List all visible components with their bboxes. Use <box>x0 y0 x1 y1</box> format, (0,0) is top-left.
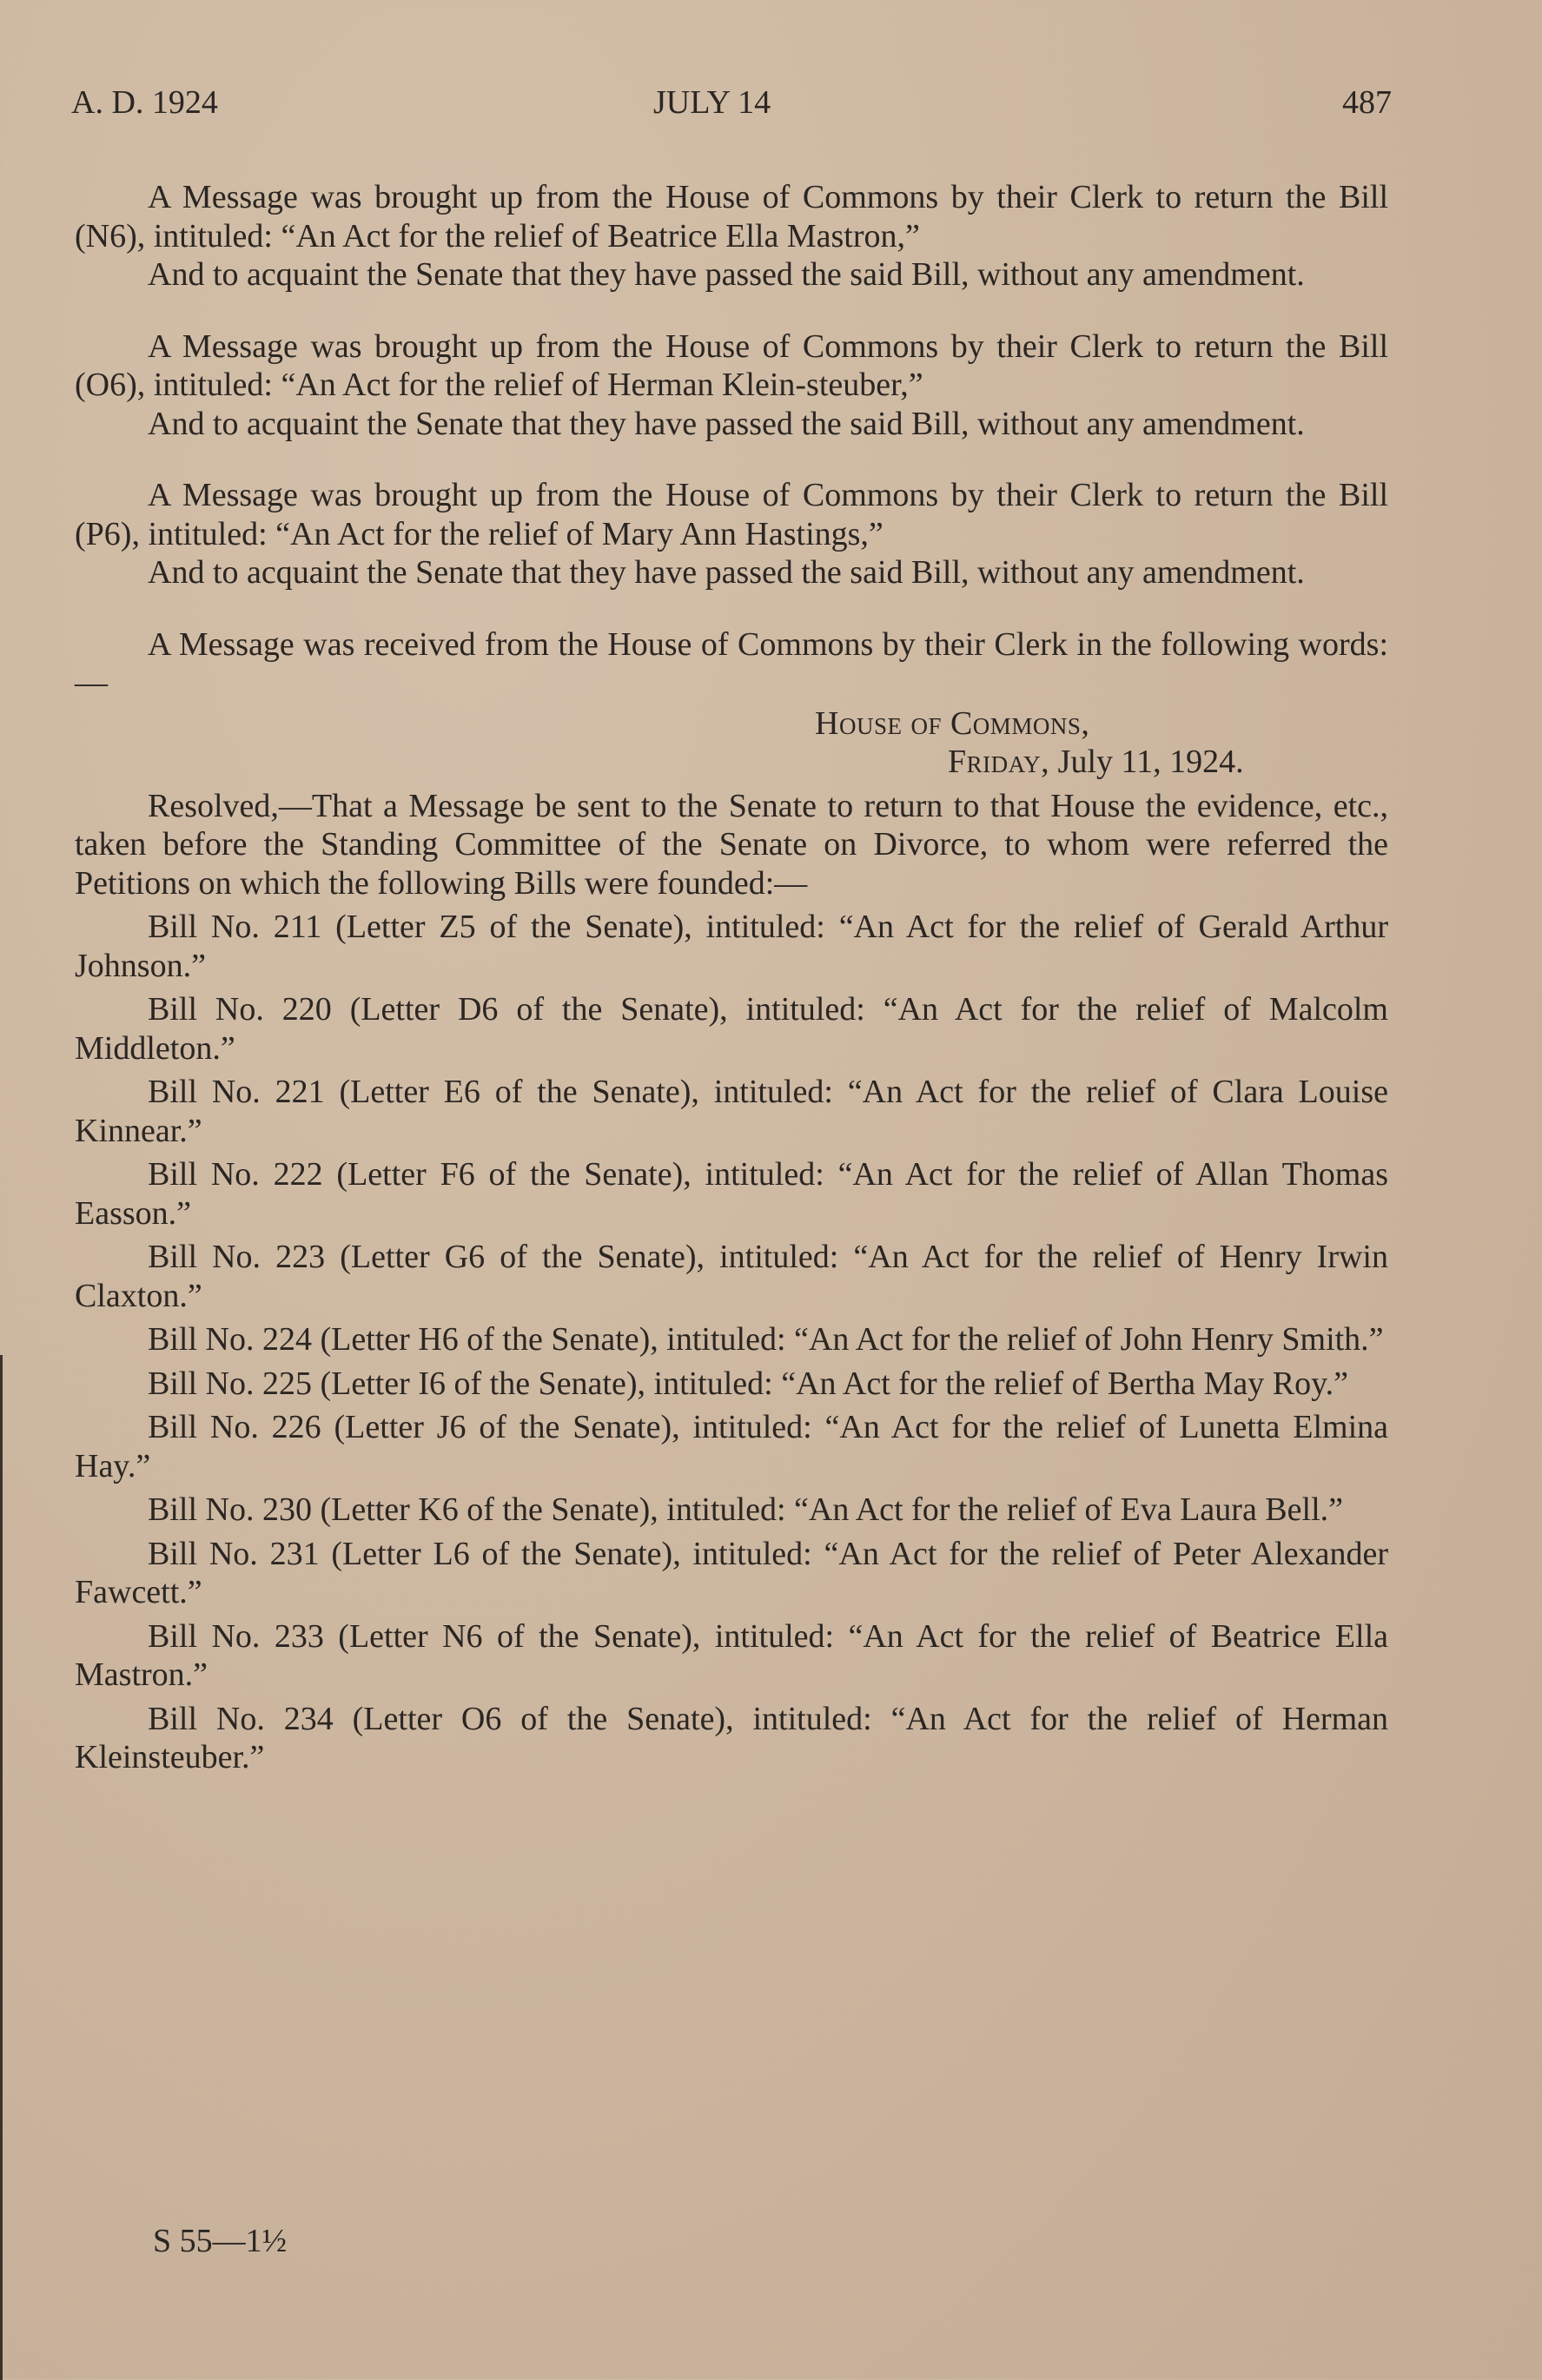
bill-entry: Bill No. 220 (Letter D6 of the Senate), intituled: “An Act for the relief of Malcolm Middleton.” <box>75 991 1388 1067</box>
bill-entry: Bill No. 226 (Letter J6 of the Senate), intituled: “An Act for the relief of Lunetta Elmina Hay.” <box>75 1409 1388 1484</box>
signature-mark: S 55—1½ <box>153 2223 288 2259</box>
message-continuation: And to acquaint the Senate that they have passed the said Bill, without any amendment. <box>148 554 1305 591</box>
bill-entry: Bill No. 224 (Letter H6 of the Senate), intituled: “An Act for the relief of John Henry Smith.” <box>148 1321 1384 1358</box>
message-date-value: July 11, 1924. <box>1057 744 1244 780</box>
received-paragraph: A Message was received from the House of Commons by their Clerk in the following words:— <box>75 625 1388 701</box>
message-block <box>75 178 1388 294</box>
bill-entry: Bill No. 211 (Letter Z5 of the Senate), intituled: “An Act for the relief of Gerald Arthur Johnson.” <box>75 909 1388 984</box>
message-block <box>75 476 1388 592</box>
message-paragraph: A Message was brought up from the House of Commons by their Clerk to return the Bill (N6), intituled: “An Act for the relief of Beatrice Ella Mastron,” <box>75 179 1388 255</box>
message-date <box>75 743 1388 782</box>
bill-entry: Bill No. 223 (Letter G6 of the Senate), intituled: “An Act for the relief of Henry Irwin Claxton.” <box>75 1239 1388 1314</box>
page-body <box>75 178 1388 1782</box>
bill-entry: Bill No. 222 (Letter F6 of the Senate), intituled: “An Act for the relief of Allan Thomas Easson.” <box>75 1156 1388 1232</box>
bill-list <box>75 908 1388 1777</box>
bill-entry: Bill No. 231 (Letter L6 of the Senate), intituled: “An Act for the relief of Peter Alexander Fawcett.” <box>75 1535 1388 1610</box>
running-head <box>71 83 1392 129</box>
date-heading: JULY 14 <box>653 84 771 121</box>
page-number: 487 <box>1342 84 1392 121</box>
message-paragraph: A Message was brought up from the House of Commons by their Clerk to return the Bill (P6), intituled: “An Act for the relief of Mary Ann Hastings,” <box>75 477 1388 552</box>
resolved-paragraph: Resolved,—That a Message be sent to the Senate to return to that House the evidence, etc., taken before the Standing Committee of the Senate on Divorce, to whom were referred the Petitions on which the following Bills were founded:— <box>75 787 1388 902</box>
message-continuation: And to acquaint the Senate that they have passed the said Bill, without any amendment. <box>148 256 1305 293</box>
margin-rule <box>0 1355 3 2380</box>
house-of-commons-heading: House of Commons, <box>815 704 1090 742</box>
received-message <box>75 625 1388 903</box>
bill-entry: Bill No. 234 (Letter O6 of the Senate), intituled: “An Act for the relief of Herman Kleinsteuber.” <box>75 1700 1388 1775</box>
bill-entry: Bill No. 221 (Letter E6 of the Senate), intituled: “An Act for the relief of Clara Louise Kinnear.” <box>75 1074 1388 1149</box>
message-block <box>75 327 1388 444</box>
message-continuation: And to acquaint the Senate that they have passed the said Bill, without any amendment. <box>148 405 1305 442</box>
message-day: Friday, <box>948 744 1050 780</box>
bill-entry: Bill No. 225 (Letter I6 of the Senate), intituled: “An Act for the relief of Bertha May Roy.” <box>148 1365 1349 1402</box>
bill-entry: Bill No. 233 (Letter N6 of the Senate), intituled: “An Act for the relief of Beatrice Ella Mastron.” <box>75 1617 1388 1693</box>
message-paragraph: A Message was brought up from the House of Commons by their Clerk to return the Bill (O6), intituled: “An Act for the relief of Herman Klein-steuber,” <box>75 327 1388 403</box>
bill-entry: Bill No. 230 (Letter K6 of the Senate), intituled: “An Act for the relief of Eva Laura Bell.” <box>148 1491 1343 1528</box>
year-heading: A. D. 1924 <box>71 84 218 121</box>
